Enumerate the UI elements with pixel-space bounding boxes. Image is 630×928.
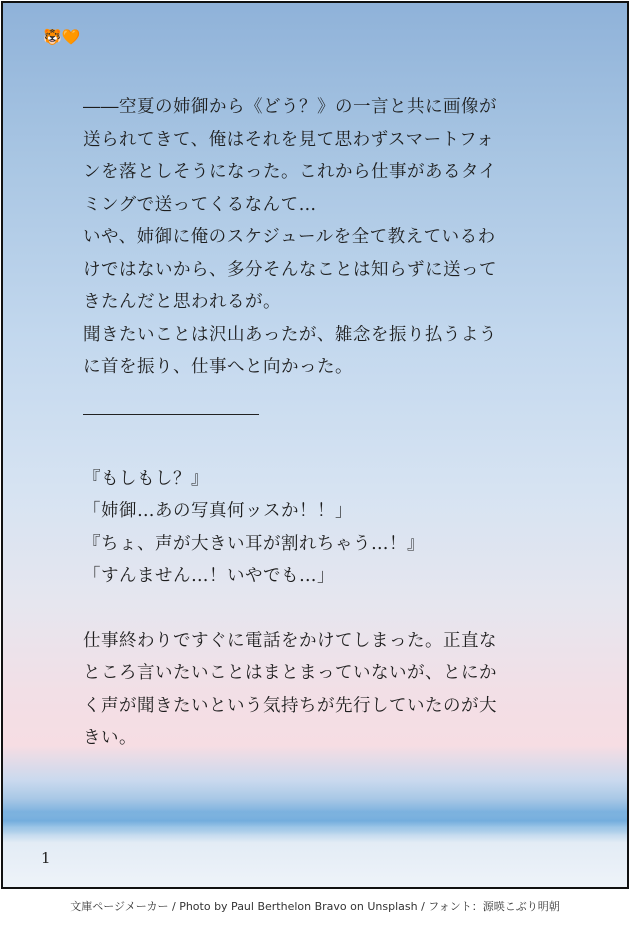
- story-paragraph-2: 仕事終わりですぐに電話をかけてしまった。正直な ところ言いたいことはまとまっていないが、とにか く声が聞きたいという気持ちが先行していたのが大 きい。: [83, 630, 497, 748]
- header-emoji: [43, 28, 80, 46]
- page-background: [1, 1, 629, 889]
- dialog-line: 『ちょ、声が大きい耳が割れちゃう…！』: [83, 533, 425, 554]
- dialog-line: 「姉御…あの写真何ッスか！！」: [83, 501, 353, 521]
- orange-heart-icon: 🧡: [61, 28, 81, 46]
- dialog-line: 「すんません…！いやでも…」: [83, 566, 335, 586]
- credit-line: 文庫ページメーカー / Photo by Paul Berthelon Bravo on Unsplash / フォント：源暎こぶり明朝: [70, 900, 560, 913]
- dialog-line: 『もしもし？』: [83, 468, 209, 489]
- page-number: 1: [41, 849, 51, 867]
- horizon-band: [3, 809, 627, 835]
- story-body: [83, 91, 543, 755]
- story-paragraph-1: ――空夏の姉御から《どう？》の一言と共に画像が 送られてきて、俺はそれを見て思わずスマートフォ ンを落としそうになった。これから仕事があるタイ ミングで送ってくるなんて… いや、姉御に俺のスケジュールを全て教えているわ けではないから、多分そんなことは知らずに送って きたんだと思われるが。 聞きたいことは沢山あったが、雑念を振り払うよう に首を振り、仕事へと向かった。: [83, 97, 497, 377]
- tiger-icon: 🐯: [43, 28, 62, 46]
